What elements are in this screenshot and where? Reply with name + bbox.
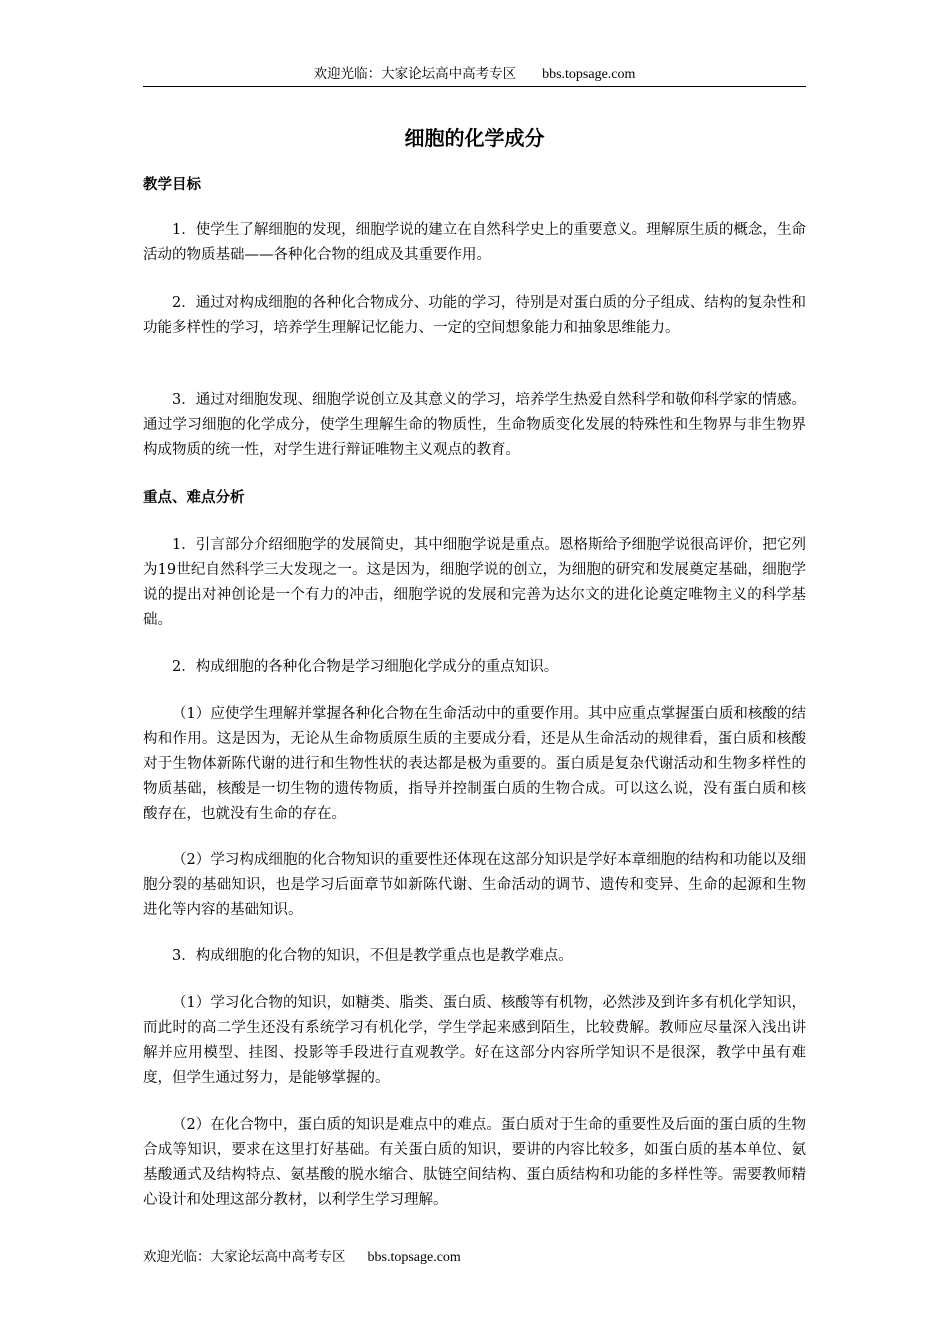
key-point-paragraph-1: 1．引言部分介绍细胞学的发展简史，其中细胞学说是重点。恩格斯给予细胞学说很高评价，把它列为19世纪自然科学三大发现之一。这是因为，细胞学说的创立，为细胞的研究和发展奠定基础，细胞学说的提出对神创论是一个有力的冲击，细胞学说的发展和完善为达尔文的进化论奠定唯物主义的科学基础。 (143, 537, 806, 628)
objective-paragraph-2: 2．通过对构成细胞的各种化合物成分、功能的学习，待别是对蛋白质的分子组成、结构的复杂性和功能多样性的学习，培养学生理解记忆能力、一定的空间想象能力和抽象思维能力。 (143, 295, 806, 336)
header-welcome-text: 欢迎光临：大家论坛高中高考专区 (313, 66, 517, 82)
footer-welcome-text: 欢迎光临：大家论坛高中高考专区 (143, 1249, 346, 1265)
footer-site-link[interactable]: bbs.topsage.com (367, 1250, 461, 1265)
section-heading-objectives: 教学目标 (143, 176, 201, 193)
header-site-link[interactable]: bbs.topsage.com (542, 67, 636, 82)
key-point-paragraph-5: 3．构成细胞的化合物的知识，不但是教学重点也是教学难点。 (172, 948, 573, 964)
section-heading-key-points: 重点、难点分析 (143, 489, 245, 506)
document-title: 细胞的化学成分 (404, 126, 545, 150)
page-header (143, 64, 806, 87)
key-point-paragraph-3: （1）应使学生理解并掌握各种化合物在生命活动中的重要作用。其中应重点掌握蛋白质和核酸的结构和作用。这是因为，无论从生命物质原生质的主要成分看，还是从生命活动的规律看，蛋白质和核酸对于生物体新陈代谢的进行和生物性状的表达都是极为重要的。蛋白质是复杂代谢活动和生物多样性的物质基础，核酸是一切生物的遗传物质，指导并控制蛋白质的生物合成。可以这么说，没有蛋白质和核酸存在，也就没有生命的存在。 (143, 706, 806, 822)
key-point-paragraph-2: 2．构成细胞的各种化合物是学习细胞化学成分的重点知识。 (172, 659, 559, 675)
objective-paragraph-1: 1．使学生了解细胞的发现，细胞学说的建立在自然科学史上的重要意义。理解原生质的概念，生命活动的物质基础——各种化合物的组成及其重要作用。 (143, 222, 806, 263)
objective-paragraph-3: 3．通过对细胞发现、细胞学说创立及其意义的学习，培养学生热爱自然科学和敬仰科学家的情感。通过学习细胞的化学成分，使学生理解生命的物质性，生命物质变化发展的特殊性和生物界与非生物界构成物质的统一性，对学生进行辩证唯物主义观点的教育。 (143, 392, 806, 458)
page-footer (143, 1247, 461, 1268)
key-point-paragraph-4: （2）学习构成细胞的化合物知识的重要性还体现在这部分知识是学好本章细胞的结构和功能以及细胞分裂的基础知识，也是学习后面章节如新陈代谢、生命活动的调节、遗传和变异、生命的起源和生物进化等内容的基础知识。 (143, 852, 806, 918)
key-point-paragraph-6: （1）学习化合物的知识，如糖类、脂类、蛋白质、核酸等有机物，必然涉及到许多有机化学知识，而此时的高二学生还没有系统学习有机化学，学生学起来感到陌生，比较费解。教师应尽量深入浅出讲解并应用模型、挂图、投影等手段进行直观教学。好在这部分内容所学知识不是很深，教学中虽有难度，但学生通过努力，是能够掌握的。 (143, 995, 806, 1086)
key-point-paragraph-7: （2）在化合物中，蛋白质的知识是难点中的难点。蛋白质对于生命的重要性及后面的蛋白质的生物合成等知识，要求在这里打好基础。有关蛋白质的知识，要讲的内容比较多，如蛋白质的基本单位、氨基酸通式及结构特点、氨基酸的脱水缩合、肽链空间结构、蛋白质结构和功能的多样性等。需要教师精心设计和处理这部分教材，以利学生学习理解。 (143, 1117, 806, 1208)
